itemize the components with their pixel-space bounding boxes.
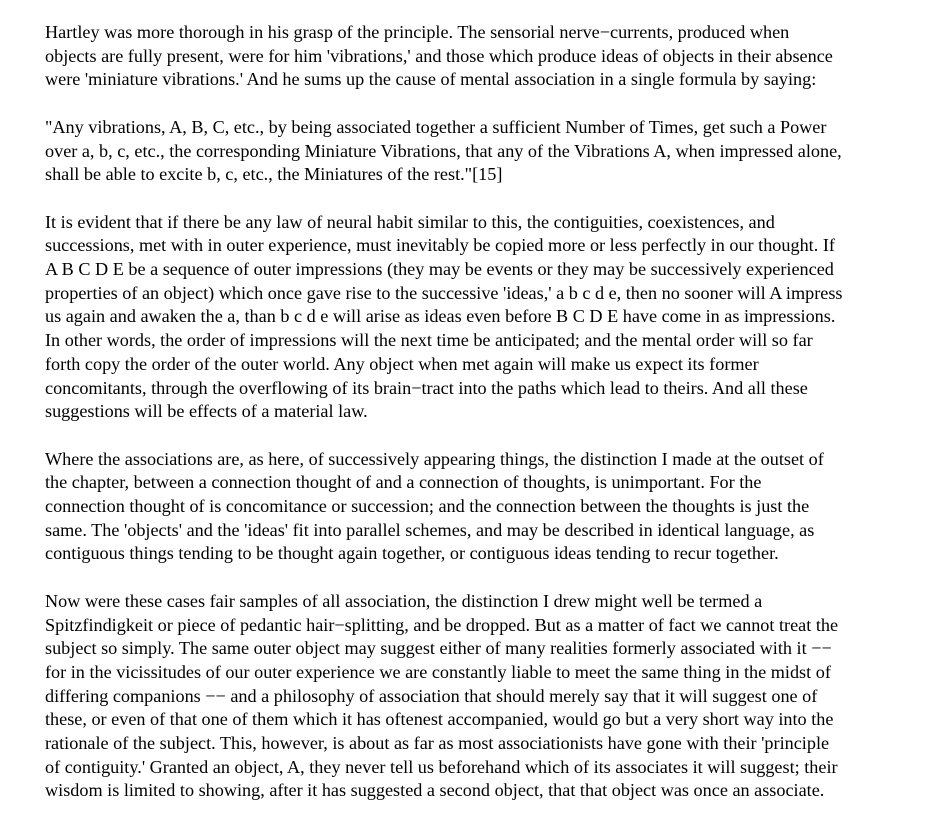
document-body [45,21,925,827]
paragraph-hartley-principle: Hartley was more thorough in his grasp of the principle. The sensorial nerve−currents, produced when objects are fully present, were for him 'vibrations,' and those which produce ideas of objects in their absence were 'miniature vibrations.' And he sums up the cause of mental association in a single formula by saying: [45,22,833,90]
paragraph-neural-habit: It is evident that if there be any law of neural habit similar to this, the contiguities, coexistences, and successions, met with in outer experience, must inevitably be copied more or less perfectly in our thought. If A B C D E be a sequence of outer impressions (they may be events or they may be successively experienced properties of an object) which once gave rise to the successive 'ideas,' a b c d e, then no sooner will A impress us again and awaken the a, than b c d e will arise as ideas even before B C D E have come in as impressions. In other words, the order of impressions will the next time be anticipated; and the mental order will so far forth copy the order of the outer world. Any object when met again will make us expect its former concomitants, through the overflowing of its brain−tract into the paths which lead to theirs. And all these suggestions will be effects of a material law. [45,211,843,422]
paragraph-hartley-quote: "Any vibrations, A, B, C, etc., by being associated together a sufficient Number of Times, get such a Power over a, b, c, etc., the corresponding Miniature Vibrations, that any of the Vibrations A, when impressed alone, shall be able to excite b, c, etc., the Miniatures of the rest."[15] [45,116,842,185]
paragraph-association-samples: Now were these cases fair samples of all association, the distinction I drew might well be termed a Spitzfindigkeit or piece of pedantic hair−splitting, and be dropped. But as a matter of fact we cannot treat the subject so simply. The same outer object may suggest either of many realities formerly associated with it −− for in the vicissitudes of our outer experience we are constantly liable to meet the same thing in the midst of differing companions −− and a philosophy of association that should merely say that it will suggest one of these, or even of that one of them which it has oftenest accompanied, would go but a very short way into the rationale of the subject. This, however, is about as far as most associationists have gone with their 'principle of contiguity.' Granted an object, A, they never tell us beforehand which of its associates it will suggest; their wisdom is limited to showing, after it has suggested a second object, that that object was once an associate. [45,590,839,801]
paragraph-successive-things: Where the associations are, as here, of successively appearing things, the distinction I made at the outset of the chapter, between a connection thought of and a connection of thoughts, is unimportant. For the connection thought of is concomitance or succession; and the connection between the thoughts is just the same. The 'objects' and the 'ideas' fit into parallel schemes, and may be described in identical language, as contiguous things tending to be thought again together, or contiguous ideas tending to recur together. [45,448,824,564]
